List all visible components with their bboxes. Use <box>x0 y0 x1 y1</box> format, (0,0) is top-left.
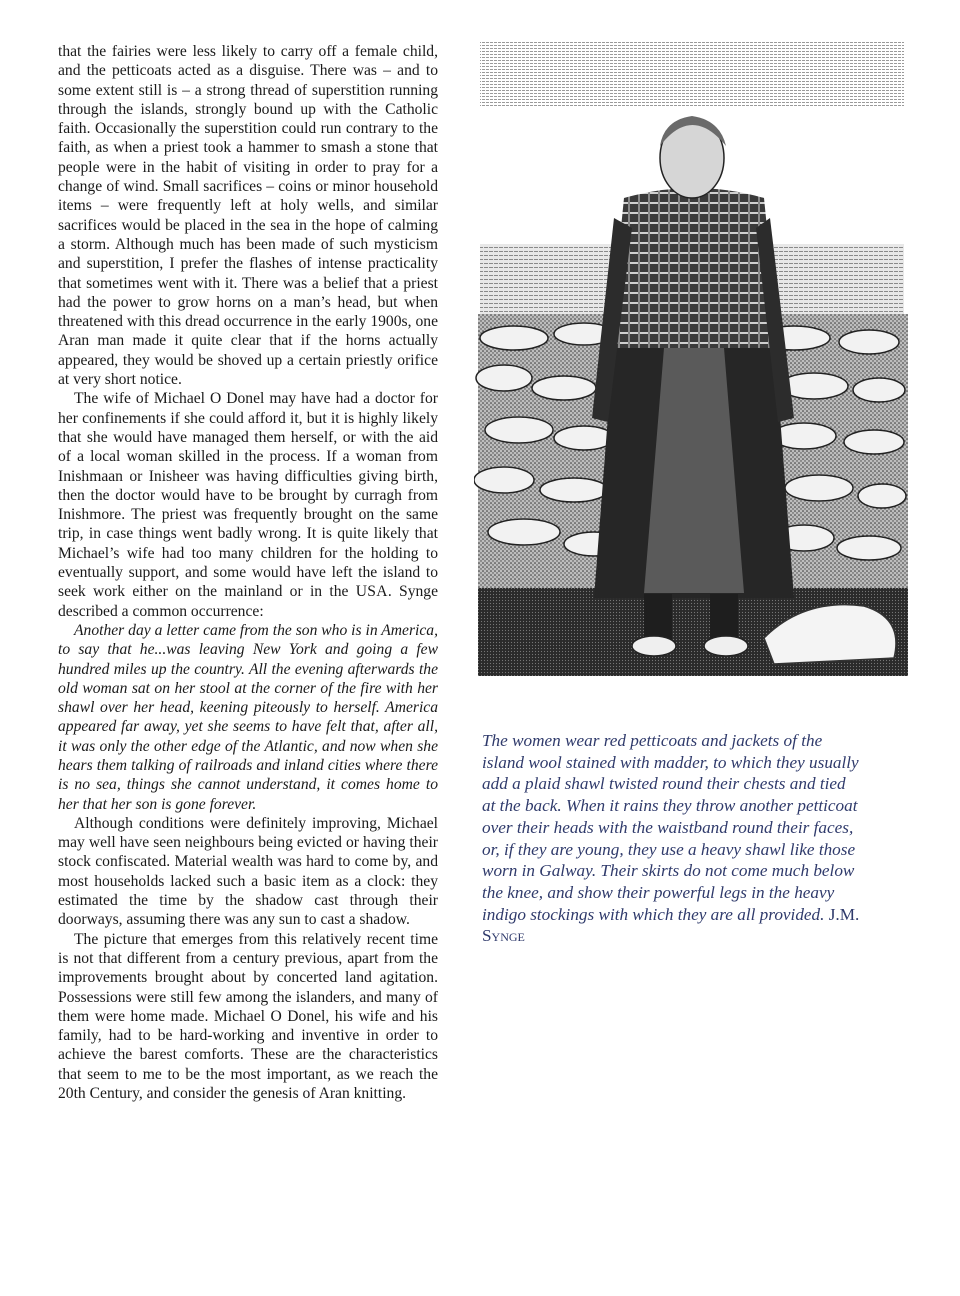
body-paragraph-text: . Synge described a common occurrence: <box>58 583 438 620</box>
aran-woman-illustration <box>474 38 910 678</box>
body-text-column <box>58 42 438 1103</box>
body-paragraph: that the fairies were less likely to carry off a female child, and the petticoats acted as a disguise. There was – and to some extent still is – a strong thread of superstition running through the islands, strongly bound up with the Catholic faith. Occasionally the superstition could run contrary to the faith, as when a priest took a hammer to smash a stone that people were in the habit of visiting in order to pray for a change of wind. Small sacrifices – coins or minor household items – were frequently left at holy wells, and similar sacrifices would be placed in the sea in the hope of calming a storm. Although much has been made of such mysticism and superstition, I prefer the flashes of intense practicality that sometimes went with it. There was a belief that a priest had the power to grow horns on a man’s head, but when threatened with this dread occurrence in the early 1900s, one Aran man made it quite clear that if the horns actually appeared, they would be shoved up a certain priestly orifice at very short notice. <box>58 43 438 389</box>
body-paragraph-text: The wife of Michael O Donel may have had a doctor for her confinements if she could afford it, but it is highly likely that she would have managed them herself, or with the aid of a local woman skilled in the process. If a woman from Inishmaan or Inisheer was having difficulties giving birth, then the doctor would have to be brought by curragh from Inishmore. The priest was frequently brought on the same trip, in case things went badly wrong. It is quite likely that Michael’s wife had too many children for the holding to eventually support, and some would have left the island to seek work either on the mainland or in the <box>58 390 438 601</box>
attribution-initials: J.M. <box>828 904 860 924</box>
body-paragraph: Although conditions were definitely improving, Michael may well have seen neighbours being evicted or having their stock confiscated. Material wealth was hard to come by, and most households lacked such a basic item as a clock: they estimated the time by the shadow cast through their doorways, assuming there was any sun to cast a shadow. <box>58 814 438 929</box>
usa-abbreviation: USA <box>355 583 388 601</box>
body-paragraph <box>58 389 438 621</box>
body-paragraph: The picture that emerges from this relatively recent time is not that different from a century previous, apart from the improvements brought about by concerted land agitation. Possessions were still few among the islanders, and many of them were home made. Michael O Donel, his wife and his family, had to be hard-working and inventive in order to achieve the barest comforts. These are the characteristics that seem to me to be the most important, as we reach the 20th Century, and consider the genesis of Aran knitting. <box>58 930 438 1103</box>
figure-shawl <box>609 188 779 348</box>
figure-leg-left <box>644 594 672 640</box>
figure-shoe-right <box>704 636 748 656</box>
illustration-caption <box>482 730 862 947</box>
attribution-name: Synge <box>482 926 525 946</box>
figure-shoe-left <box>632 636 676 656</box>
stipple-drawing <box>474 38 910 678</box>
caption-text: The women wear red petticoats and jackets of the island wool stained with madder, to which they usually add a plaid shawl twisted round their chests and tied at the back. When it rains they throw another petticoat over their heads with the waistband round their faces, or, if they are young, they use a heavy shawl like those worn in Galway. Their skirts do not come much below the knee, and show their powerful legs in the heavy indigo stockings with which they are all provided. <box>482 731 859 924</box>
synge-quotation: Another day a letter came from the son who is in America, to say that he...was leaving New York and going a few hundred miles up the country. All the evening afterwards the old woman sat on her stool at the corner of the fire with her shawl over her head, keening piteously to herself. America appeared far away, yet she seems to have felt that, after all, it was only the other edge of the Atlantic, and now when she hears them talking of railroads and inland cities where there is no sea, things she cannot understand, it comes home to her that her son is gone forever. <box>58 621 438 813</box>
figure-leg-right <box>710 594 738 640</box>
sky-shading <box>480 40 904 108</box>
